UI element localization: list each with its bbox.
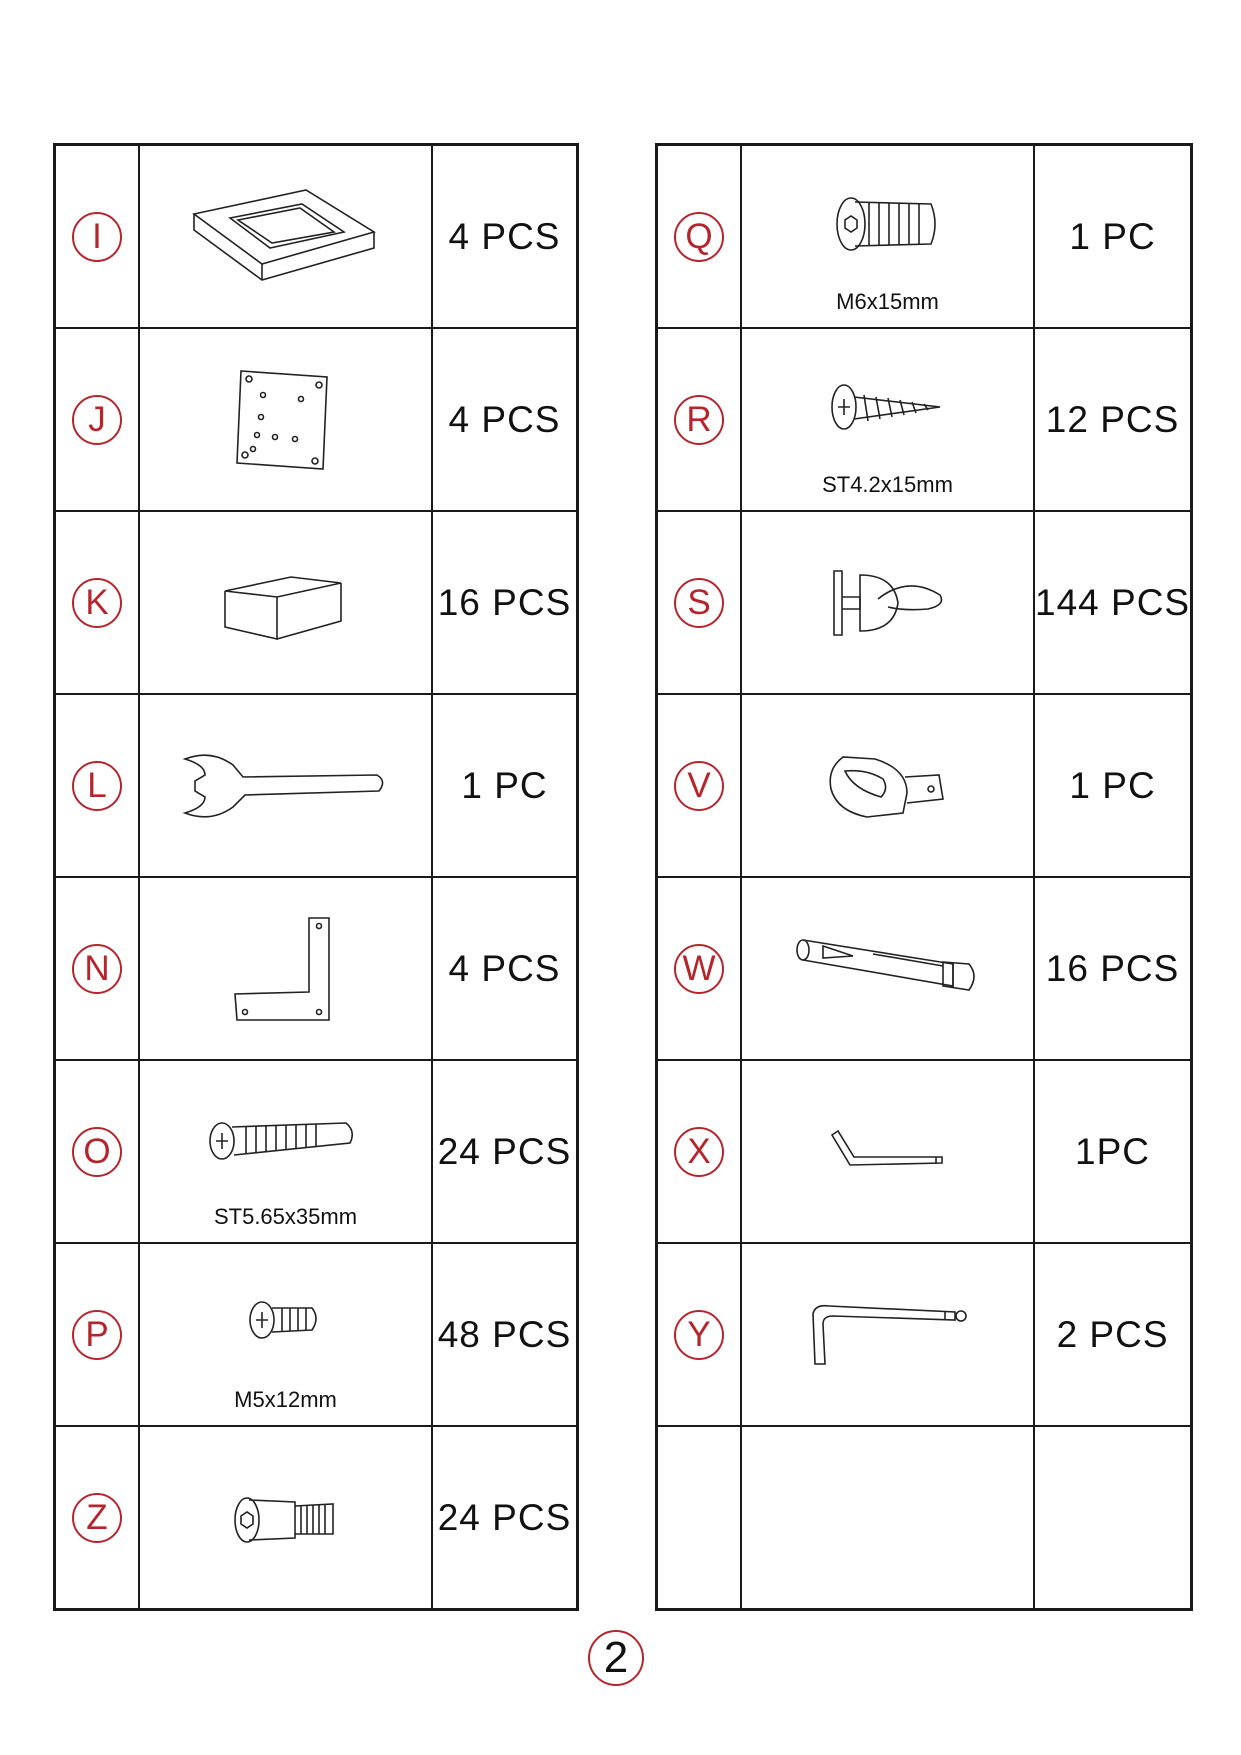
screw-size-label: ST4.2x15mm — [822, 472, 953, 497]
screw-size-label: M5x12mm — [234, 1387, 337, 1412]
item-quantity: 4 PCS — [448, 947, 561, 989]
item-quantity: 4 PCS — [448, 215, 561, 257]
item-letter-badge: V — [674, 761, 724, 811]
item-quantity: 24 PCS — [437, 1496, 572, 1538]
phillips-screw-long-icon — [206, 1109, 366, 1169]
item-letter-badge: L — [72, 761, 122, 811]
item-letter-badge: X — [674, 1127, 724, 1177]
item-letter-badge: R — [674, 395, 724, 445]
small-hex-key-icon — [828, 1127, 948, 1177]
socket-adapter-icon — [823, 749, 953, 823]
page-number-badge: 2 — [588, 1630, 644, 1686]
item-quantity: 1 PC — [461, 764, 548, 806]
table-row — [657, 1243, 1192, 1426]
ball-hex-key-icon — [803, 1300, 973, 1370]
table-row — [55, 511, 578, 694]
table-row — [657, 328, 1192, 511]
parts-table-left — [53, 143, 579, 1611]
item-letter-badge: Y — [674, 1310, 724, 1360]
mounting-plate-icon — [231, 365, 341, 475]
pin-clip-icon — [828, 565, 948, 641]
item-letter-badge: O — [72, 1127, 122, 1177]
item-quantity: 1 PC — [1069, 215, 1156, 257]
item-letter-badge: N — [72, 944, 122, 994]
item-letter-badge: S — [674, 578, 724, 628]
item-quantity: 144 PCS — [1035, 581, 1191, 623]
phillips-screw-short-icon — [246, 1290, 326, 1350]
item-quantity: 12 PCS — [1045, 398, 1180, 440]
screw-size-label: ST5.65x35mm — [213, 1204, 358, 1229]
table-row — [657, 877, 1192, 1060]
item-letter-badge: J — [72, 395, 122, 445]
block-pad-icon — [221, 563, 351, 643]
item-quantity: 1 PC — [1069, 764, 1156, 806]
item-quantity: 16 PCS — [437, 581, 572, 623]
table-row — [55, 1243, 578, 1426]
item-letter-badge: Q — [674, 212, 724, 262]
self-tapping-screw-icon — [828, 377, 948, 437]
item-quantity: 16 PCS — [1045, 947, 1180, 989]
table-row — [55, 328, 578, 511]
item-quantity: 48 PCS — [437, 1313, 572, 1355]
floor-plate-cover-icon — [186, 182, 386, 292]
item-quantity: 4 PCS — [448, 398, 561, 440]
item-letter-badge: P — [72, 1310, 122, 1360]
screw-size-label: M6x15mm — [836, 289, 939, 314]
item-letter-badge: I — [72, 212, 122, 262]
expansion-anchor-bolt-icon — [793, 934, 983, 1004]
table-row — [657, 145, 1192, 329]
item-quantity: 1PC — [1075, 1130, 1151, 1172]
shoulder-bolt-icon — [231, 1488, 341, 1548]
table-row — [55, 877, 578, 1060]
table-row — [657, 511, 1192, 694]
table-row — [55, 1426, 578, 1610]
wrench-icon — [181, 751, 391, 821]
item-letter-badge: Z — [72, 1493, 122, 1543]
table-row — [55, 1060, 578, 1243]
l-bracket-icon — [231, 914, 341, 1024]
item-quantity: 24 PCS — [437, 1130, 572, 1172]
hex-button-screw-icon — [833, 192, 943, 256]
item-letter-badge: W — [674, 944, 724, 994]
parts-table-right — [655, 143, 1193, 1611]
table-row — [657, 1060, 1192, 1243]
item-quantity: 2 PCS — [1056, 1313, 1169, 1355]
table-row — [55, 145, 578, 329]
table-row — [657, 694, 1192, 877]
table-row — [55, 694, 578, 877]
item-letter-badge: K — [72, 578, 122, 628]
table-row-empty — [657, 1426, 1192, 1610]
